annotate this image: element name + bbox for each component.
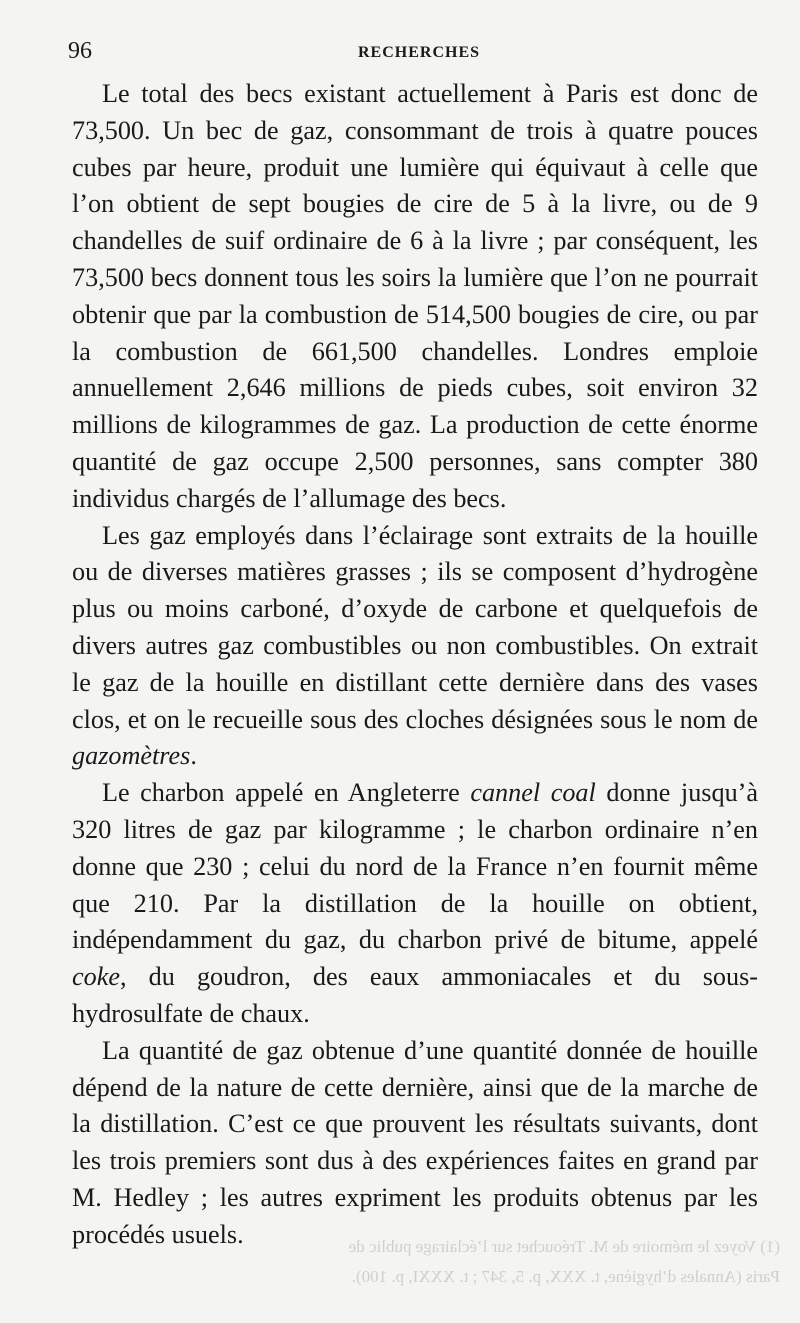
body-text: [72, 76, 758, 1254]
paragraph: [72, 518, 758, 776]
italic-term: cannel coal: [470, 778, 596, 808]
text-run: La quantité de gaz obtenue d’une quantité donnée de houille dépend de la nature de cette dernière, ainsi que de la marche de la distillation. C’est ce que prouvent les résultats suivants, dont les trois premiers sont dus à des expériences faites en grand par M. Hedley ; les autres expriment les produits obtenus par les procédés usuels.: [72, 1035, 758, 1249]
page-header: [68, 38, 760, 70]
bleed-through-footnote: [240, 1232, 780, 1292]
page-number: 96: [68, 38, 92, 64]
running-title: RECHERCHES: [358, 44, 481, 61]
text-run: , du goudron, des eaux ammoniacales et du sous-hydrosulfate de chaux.: [72, 962, 758, 1028]
paragraph: [72, 76, 758, 518]
text-run: .: [190, 741, 197, 771]
bleed-through-line: Paris (Annales d’hygiène, t. XXX, p. 5, 347 ; t. XXXI, p. 100).: [351, 1267, 780, 1286]
italic-term: gazomètres: [72, 741, 191, 771]
paragraph: [72, 775, 758, 1033]
italic-term: coke: [72, 962, 120, 992]
paragraph: [72, 1033, 758, 1254]
text-run: Le total des becs existant actuellement à Paris est donc de 73,500. Un bec de gaz, consommant de trois à quatre pouces cubes par heure, produit une lumière qui équivaut à celle que l’on obtient de sept bougies de cire de 5 à la livre, ou de 9 chandelles de suif ordinaire de 6 à la livre ; par conséquent, les 73,500 becs donnent tous les soirs la lumière que l’on ne pourrait obtenir que par la combustion de 514,500 bougies de cire, ou par la combustion de 661,500 chandelles. Londres emploie annuellement 2,646 millions de pieds cubes, soit environ 32 millions de kilogrammes de gaz. La production de cette énorme quantité de gaz occupe 2,500 personnes, sans compter 380 individus chargés de l’allumage des becs.: [72, 79, 758, 513]
text-run: Les gaz employés dans l’éclairage sont extraits de la houille ou de diverses matières grasses ; ils se composent d’hydrogène plus ou moins carboné, d’oxyde de carbone et quelquefois de divers autres gaz combustibles ou non combustibles. On extrait le gaz de la houille en distillant cette dernière dans des vases clos, et on le recueille sous des cloches désignées sous le nom de: [72, 520, 758, 734]
text-run: Le charbon appelé en Angleterre: [102, 778, 471, 808]
text-run: donne jusqu’à 320 litres de gaz par kilogramme ; le charbon ordinaire n’en donne que 230 ; celui du nord de la France n’en fournit même que 210. Par la distillation de la houille on obtient, indépendamment du gaz, du charbon privé de bitume, appelé: [72, 778, 759, 955]
bleed-through-line: (1) Voyez le mémoire de M. Tréouchet sur l’éclairage public de: [348, 1237, 780, 1256]
